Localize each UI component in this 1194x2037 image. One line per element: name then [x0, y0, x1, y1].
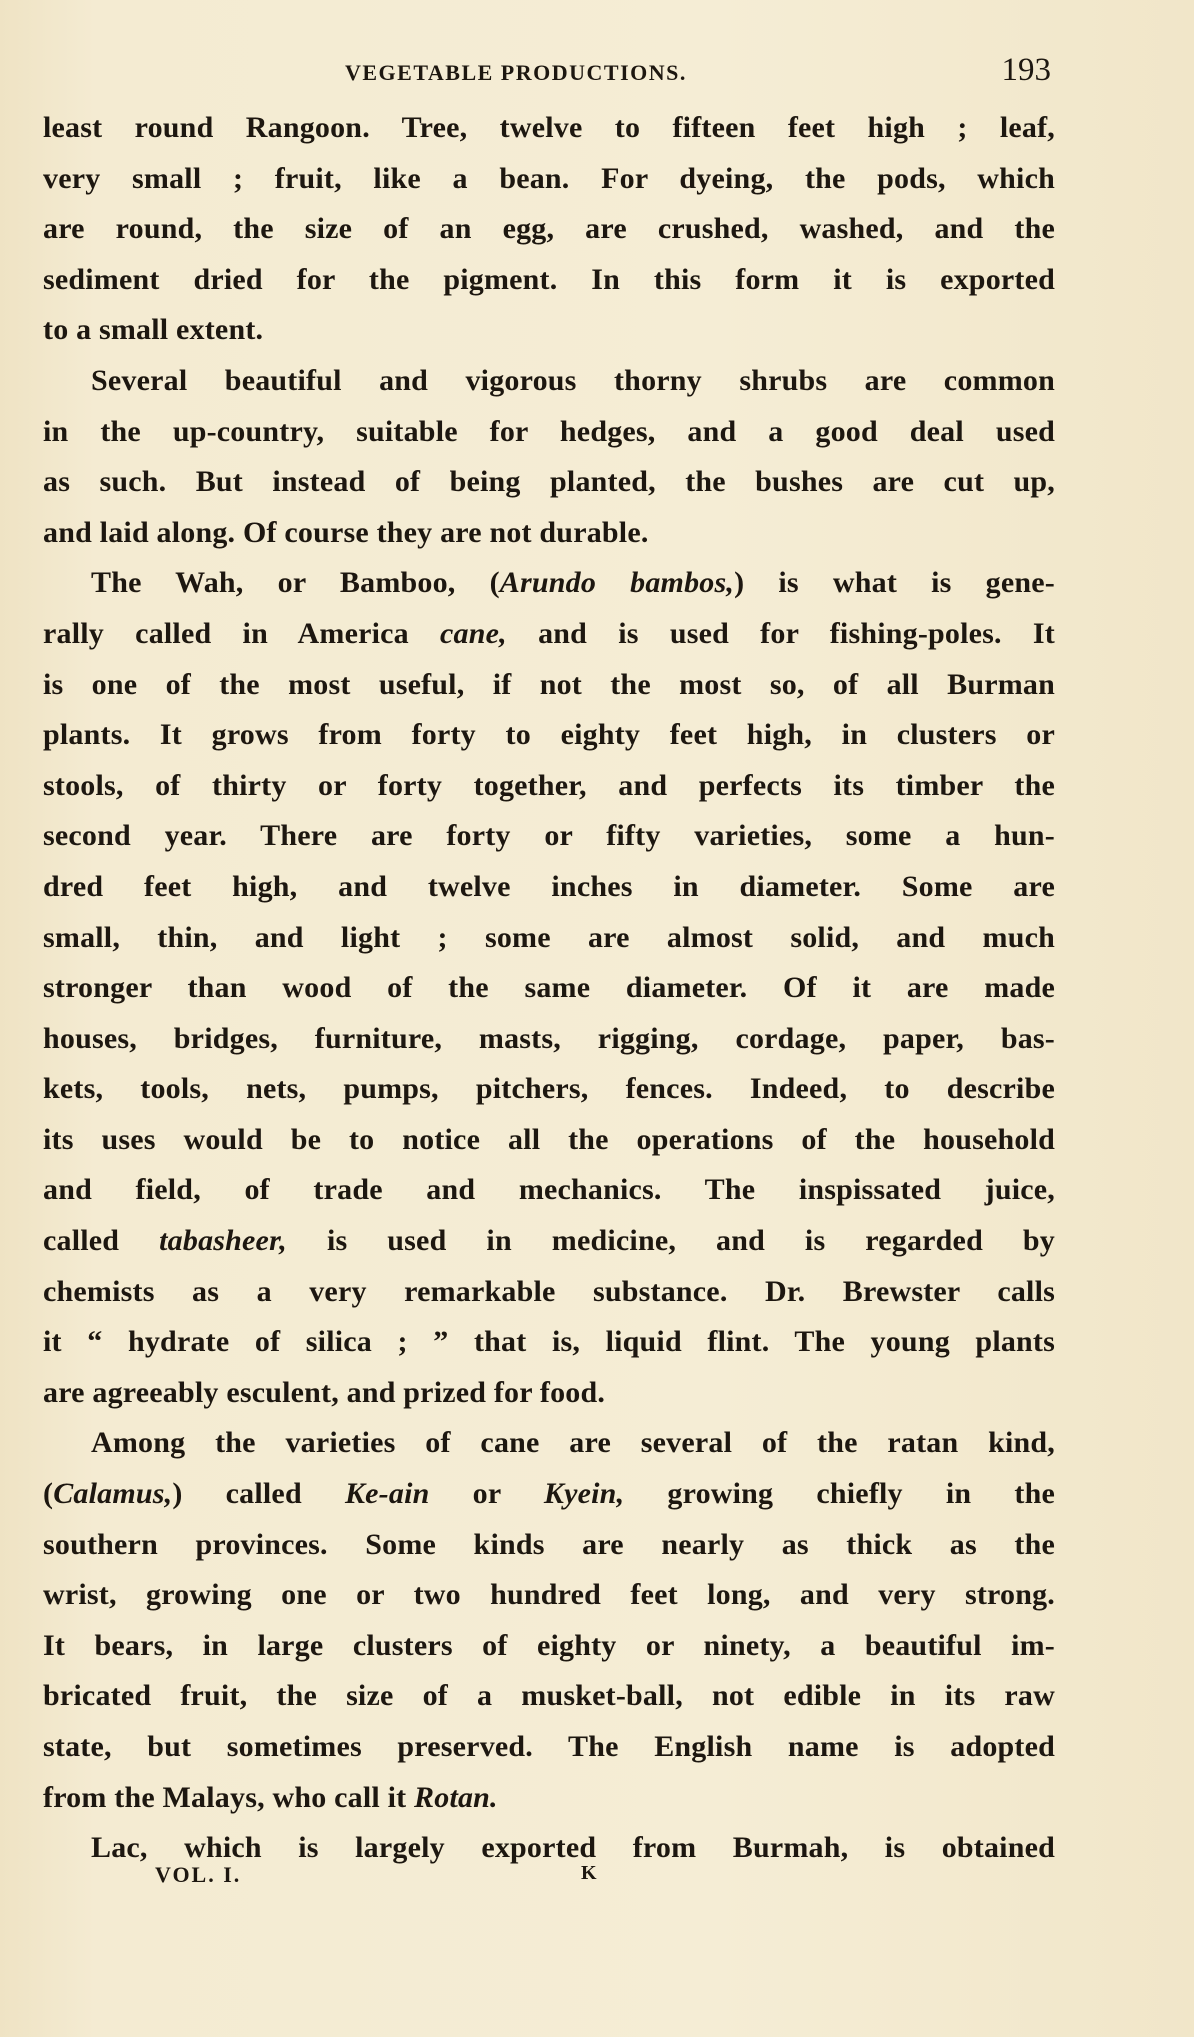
text-line — [43, 407, 1055, 458]
text-segment: is used in medicine, and is regarded by — [287, 1224, 1055, 1258]
text-segment: It bears, in large clusters of eighty or ninety, a beautiful im- — [43, 1628, 1055, 1662]
text-segment: dred feet high, and twelve inches in diameter. Some are — [43, 869, 1055, 903]
page-header — [345, 52, 1055, 92]
page-number: 193 — [1001, 52, 1051, 88]
text-segment: or — [429, 1477, 544, 1511]
text-line — [43, 710, 1055, 761]
text-segment: least round Rangoon. Tree, twelve to fifteen feet high ; leaf, — [43, 111, 1055, 144]
text-line — [43, 305, 1055, 356]
text-segment: ) called — [172, 1477, 345, 1511]
volume-signature: VOL. I. — [155, 1862, 242, 1887]
text-segment: are agreeably esculent, and prized for food. — [43, 1375, 606, 1409]
text-line — [43, 1368, 1055, 1419]
text-line — [43, 558, 1055, 609]
text-line — [43, 963, 1055, 1014]
body-text — [43, 103, 1055, 1874]
text-line — [43, 1722, 1055, 1773]
text-line — [43, 1267, 1055, 1318]
text-line — [43, 1671, 1055, 1722]
text-segment: stronger than wood of the same diameter. Of it are made — [43, 971, 1055, 1005]
text-segment: and is used for fishing-poles. It — [506, 616, 1055, 650]
text-segment: rally called in America — [43, 616, 441, 650]
text-line — [43, 811, 1055, 862]
text-line — [43, 1115, 1055, 1166]
text-segment: sediment dried for the pigment. In this form it is exported — [43, 262, 1055, 296]
text-line — [43, 103, 1055, 154]
text-segment: called — [43, 1224, 160, 1258]
text-segment: second year. There are forty or fifty varieties, some a hun- — [43, 819, 1055, 853]
text-line — [43, 660, 1055, 711]
text-segment: Several beautiful and vigorous thorny shrubs are common — [91, 363, 1055, 397]
text-segment: as such. But instead of being planted, the bushes are cut up, — [43, 465, 1055, 499]
text-line — [43, 154, 1055, 205]
text-line — [43, 1621, 1055, 1672]
text-segment: kets, tools, nets, pumps, pitchers, fences. Indeed, to describe — [43, 1072, 1055, 1106]
text-segment: stools, of thirty or forty together, and perfects its timber the — [43, 768, 1055, 802]
text-segment: and field, of trade and mechanics. The inspissated juice, — [43, 1173, 1055, 1207]
text-line — [43, 1216, 1055, 1267]
text-segment: The Wah, or Bamboo, ( — [91, 566, 500, 600]
text-segment: bricated fruit, the size of a musket-ball, not edible in its raw — [43, 1679, 1055, 1713]
italic-text: Ke-ain — [344, 1477, 430, 1511]
text-line — [43, 356, 1055, 407]
text-line — [43, 761, 1055, 812]
text-segment: chemists as a very remarkable substance. Dr. Brewster calls — [43, 1274, 1055, 1308]
text-segment: in the up-country, suitable for hedges, and a good deal used — [43, 414, 1055, 448]
text-line — [43, 1520, 1055, 1571]
italic-text: Rotan. — [414, 1780, 498, 1814]
text-segment: Lac, which is largely exported from Burmah, is obtained — [91, 1831, 1055, 1865]
signature-mark: K — [581, 1862, 597, 1884]
text-line — [43, 255, 1055, 306]
italic-text: Kyein, — [543, 1477, 625, 1511]
text-line — [43, 1317, 1055, 1368]
text-segment: it “ hydrate of silica ; ” that is, liquid flint. The young plants — [43, 1325, 1055, 1359]
italic-text: Arundo bambos, — [499, 566, 735, 600]
text-line — [43, 862, 1055, 913]
italic-text: cane, — [440, 616, 507, 650]
text-line — [43, 204, 1055, 255]
text-segment: and laid along. Of course they are not durable. — [43, 515, 649, 549]
text-segment: are round, the size of an egg, are crushed, washed, and the — [43, 212, 1055, 246]
running-head: VEGETABLE PRODUCTIONS. — [345, 60, 687, 85]
text-segment: ( — [43, 1477, 54, 1511]
text-segment: from the Malays, who call it — [43, 1780, 415, 1814]
text-line — [43, 1773, 1055, 1824]
text-segment: its uses would be to notice all the operations of the household — [43, 1122, 1055, 1156]
text-segment: plants. It grows from forty to eighty feet high, in clusters or — [43, 718, 1055, 752]
text-segment: houses, bridges, furniture, masts, rigging, cordage, paper, bas- — [43, 1021, 1055, 1055]
text-segment: southern provinces. Some kinds are nearly as thick as the — [43, 1527, 1055, 1561]
text-segment: wrist, growing one or two hundred feet long, and very strong. — [43, 1578, 1055, 1612]
italic-text: tabasheer, — [159, 1224, 287, 1258]
text-line — [43, 1165, 1055, 1216]
text-segment: to a small extent. — [43, 313, 264, 347]
text-line — [43, 1014, 1055, 1065]
text-segment: very small ; fruit, like a bean. For dyeing, the pods, which — [43, 161, 1055, 195]
text-segment: ) is what is gene- — [734, 566, 1055, 600]
text-line — [43, 457, 1055, 508]
page-footer — [0, 1862, 1194, 1902]
text-line — [43, 913, 1055, 964]
text-line — [43, 1064, 1055, 1115]
text-line — [43, 1570, 1055, 1621]
text-line — [43, 508, 1055, 559]
text-segment: state, but sometimes preserved. The English name is adopted — [43, 1730, 1055, 1763]
text-line — [43, 1418, 1055, 1469]
text-segment: growing chiefly in the — [624, 1477, 1055, 1511]
text-segment: small, thin, and light ; some are almost solid, and much — [43, 920, 1055, 954]
text-line — [43, 609, 1055, 660]
text-segment: is one of the most useful, if not the most so, of all Burman — [43, 667, 1055, 701]
text-segment: Among the varieties of cane are several of the ratan kind, — [91, 1426, 1055, 1460]
text-line — [43, 1469, 1055, 1520]
italic-text: Calamus, — [53, 1477, 173, 1511]
